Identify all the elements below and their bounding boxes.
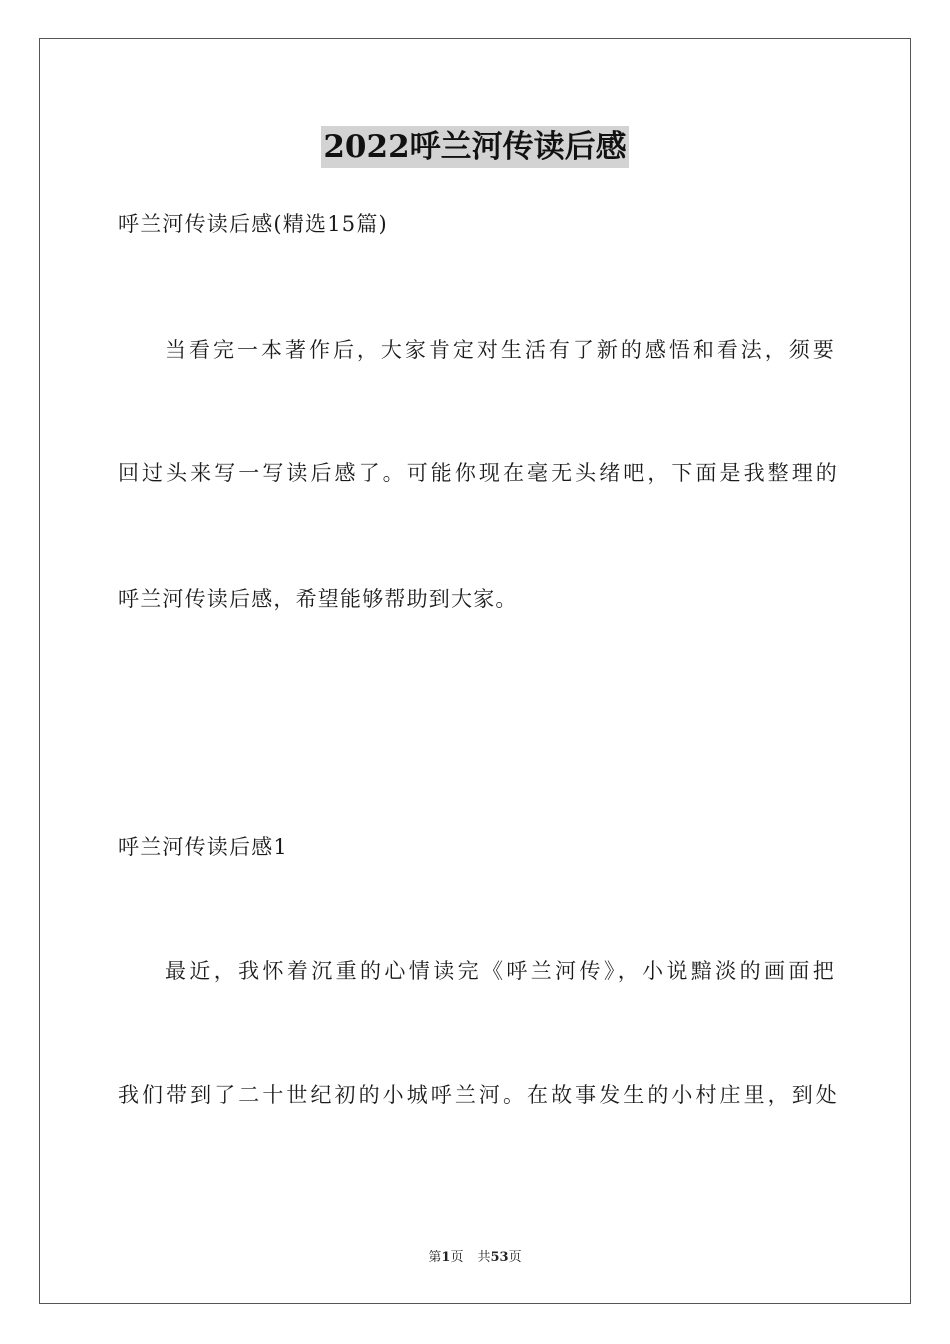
page-footer (0, 1246, 950, 1265)
document-subtitle: 呼兰河传读后感(精选15篇) (118, 212, 388, 236)
page-number: 1 (441, 1250, 451, 1265)
intro-line-3: 呼兰河传读后感，希望能够帮助到大家。 (118, 587, 518, 611)
body-line-1: 最近，我怀着沉重的心情读完《呼兰河传》，小说黯淡的画面把 (165, 959, 835, 983)
total-prefix: 共 (477, 1250, 491, 1265)
intro-line-2: 回过头来写一写读后感了。可能你现在毫无头绪吧，下面是我整理的 (118, 461, 838, 485)
total-suffix: 页 (508, 1250, 522, 1265)
title-block (0, 126, 950, 168)
page-suffix: 页 (450, 1250, 464, 1265)
intro-line-1: 当看完一本著作后，大家肯定对生活有了新的感悟和看法，须要 (165, 338, 835, 362)
total-pages: 53 (490, 1250, 509, 1265)
page-prefix: 第 (428, 1250, 442, 1265)
document-title: 2022呼兰河传读后感 (321, 126, 628, 168)
section-heading: 呼兰河传读后感1 (118, 835, 288, 859)
body-line-2: 我们带到了二十世纪初的小城呼兰河。在故事发生的小村庄里，到处 (118, 1083, 838, 1107)
